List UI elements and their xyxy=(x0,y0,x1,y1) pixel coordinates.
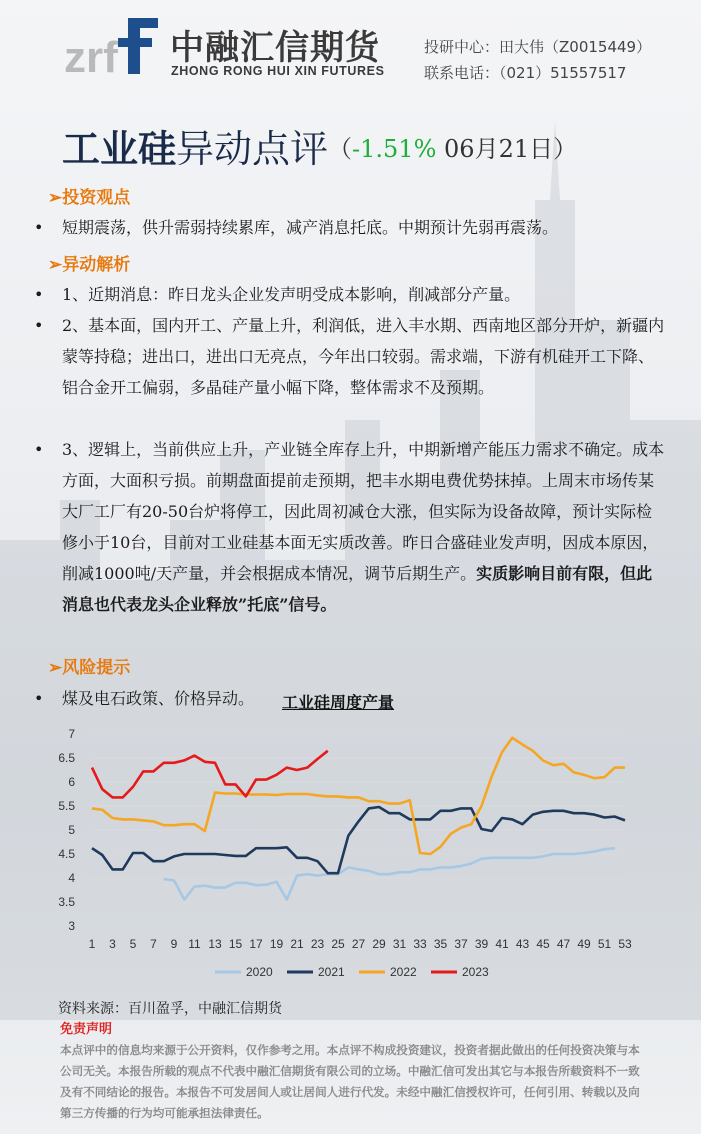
disclaimer-title: 免责声明 xyxy=(60,1022,113,1037)
analysis-text-3-bold: 实质影响目前有限，但此消息也代表龙头企业释放”托底”信号。 xyxy=(62,564,653,614)
x-tick-label: 41 xyxy=(495,937,509,951)
x-tick-label: 5 xyxy=(129,937,137,951)
x-tick-label: 47 xyxy=(556,937,571,951)
x-tick-label: 25 xyxy=(331,937,345,951)
y-tick-label: 4 xyxy=(68,871,75,885)
weekly-output-chart xyxy=(50,716,650,986)
section-risk: ➢风险提示 xyxy=(48,658,131,678)
x-tick-label: 29 xyxy=(372,937,386,951)
y-tick-label: 6.5 xyxy=(58,751,75,765)
company-logo-icon xyxy=(62,14,162,78)
view-text: 短期震荡，供升需弱持续累库，减产消息托底。中期预计先弱再震荡。 xyxy=(62,218,559,237)
analysis-text-1: 1、近期消息：昨日龙头企业发声明受成本影响，削减部分产量。 xyxy=(62,285,521,304)
y-tick-label: 4.5 xyxy=(58,847,75,861)
title-label: 异动点评 xyxy=(176,127,329,171)
svg-text:zrf: zrf xyxy=(64,33,118,78)
title-open-paren: （ xyxy=(328,135,353,163)
series-line-2021 xyxy=(92,807,625,873)
title-product: 工业硅 xyxy=(62,127,177,171)
x-tick-label: 11 xyxy=(188,937,201,951)
y-tick-label: 6 xyxy=(68,775,75,789)
x-tick-label: 35 xyxy=(433,937,448,951)
x-tick-label: 13 xyxy=(208,937,222,951)
x-tick-label: 1 xyxy=(88,937,96,951)
x-tick-label: 43 xyxy=(515,937,530,951)
x-tick-label: 31 xyxy=(392,937,407,951)
x-tick-label: 39 xyxy=(474,937,489,951)
x-tick-label: 21 xyxy=(290,937,304,951)
title-date: 06月21日 xyxy=(444,135,554,163)
legend-label-2023: 2023 xyxy=(462,965,489,979)
company-name-en: ZHONG RONG HUI XIN FUTURES xyxy=(171,64,385,78)
analysis-text-2: 2、基本面，国内开工、产量上升，利润低，进入丰水期、西南地区部分开炉，新疆内蒙等持稳；进出口，进出口无亮点，今年出口较弱。需求端，下游有机硅开工下降、铝合金开工偏弱，多晶硅产量小幅下降，整体需求不及预期。 xyxy=(62,316,665,397)
series-line-2022 xyxy=(92,738,625,854)
y-tick-label: 5.5 xyxy=(58,799,75,813)
analysis-bullet-1: • 1、近期消息：昨日龙头企业发声明受成本影响，削减部分产量。 xyxy=(34,285,521,304)
analysis-bullet-3: • 3、逻辑上，当前供应上升，产业链全库存上升，中期新增产能压力需求不确定。成本方面，大面积亏损。前期盘面提前走预期，把丰水期电费优势抹掉。上周末市场传某大厂工厂有20-50台炉将停工，因此周初减仓大涨，但实际为设备故障，预计实际检修小于10台，目前对工业硅基本面无实质改善。昨日合盛硅业发声明，因成本原因，削减1000吨/天产量，并会根据成本情况，调节后期生产。实质影响目前有限，但此消息也代表龙头企业释放”托底”信号。 xyxy=(34,440,665,614)
x-tick-label: 3 xyxy=(109,937,116,951)
y-tick-label: 7 xyxy=(68,727,75,741)
risk-text: 煤及电石政策、价格异动。 xyxy=(62,689,255,708)
analyst-line: 投研中心：田大伟（Z0015449） xyxy=(424,38,652,56)
legend-label-2020: 2020 xyxy=(246,965,273,979)
y-tick-label: 3 xyxy=(68,919,75,933)
x-tick-label: 7 xyxy=(150,937,157,951)
disclaimer-text: 本点评中的信息均来源于公开资料，仅作参考之用。本点评不构成投资建议，投资者据此做出的任何投资决策与本公司无关。本报告所载的观点不代表中融汇信期货有限公司的立场。中融汇信可发出其它与本报告所载资料不一致及有不同结论的报告。本报告不可发居间人或让居间人进行代发。未经中融汇信授权许可，任何引用、转载以及向第三方传播的行为均可能承担法律责任。 xyxy=(60,1043,640,1120)
view-bullet xyxy=(34,212,668,243)
data-source: 资料来源：百川盈孚，中融汇信期货 xyxy=(58,1001,282,1017)
phone-line: 联系电话：（021）51557517 xyxy=(424,64,627,82)
x-tick-label: 53 xyxy=(618,937,632,951)
chart-title: 工业硅周度产量 xyxy=(282,693,395,712)
x-tick-label: 27 xyxy=(351,937,366,951)
legend-label-2021: 2021 xyxy=(318,965,345,979)
x-tick-label: 23 xyxy=(310,937,325,951)
contact-info xyxy=(424,34,651,86)
title-close-paren: ） xyxy=(553,135,578,163)
x-tick-label: 45 xyxy=(536,937,550,951)
bullet-dot: • xyxy=(34,218,44,237)
analysis-bullet-2: • 2、基本面，国内开工、产量上升，利润低，进入丰水期、西南地区部分开炉，新疆内蒙等持稳；进出口，进出口无亮点，今年出口较弱。需求端，下游有机硅开工下降、铝合金开工偏弱，多晶硅产量小幅下降，整体需求不及预期。 xyxy=(34,316,665,397)
y-tick-label: 5 xyxy=(68,823,75,837)
report-header xyxy=(0,0,701,105)
analysis-text-3: 3、逻辑上，当前供应上升，产业链全库存上升，中期新增产能压力需求不确定。成本方面，大面积亏损。前期盘面提前走预期，把丰水期电费优势抹掉。上周末市场传某大厂工厂有20-50台炉将停工，因此周初减仓大涨，但实际为设备故障，预计实际检修小于10台，目前对工业硅基本面无实质改善。昨日合盛硅业发声明，因成本原因，削减1000吨/天产量，并会根据成本情况，调节后期生产。 xyxy=(62,440,665,583)
x-tick-label: 37 xyxy=(454,937,468,951)
x-tick-label: 19 xyxy=(269,937,284,951)
legend-label-2022: 2022 xyxy=(390,965,417,979)
x-tick-label: 49 xyxy=(577,937,591,951)
section-analysis: ➢异动解析 xyxy=(48,255,131,275)
x-tick-label: 17 xyxy=(249,937,263,951)
risk-bullet: • 煤及电石政策、价格异动。 xyxy=(34,689,255,708)
x-tick-label: 9 xyxy=(170,937,178,951)
x-tick-label: 51 xyxy=(597,937,612,951)
title-change-percent: -1.51% xyxy=(352,135,437,163)
report-title xyxy=(62,118,578,171)
section-investment-view: ➢投资观点 xyxy=(48,188,131,208)
company-name-cn: 中融汇信期货 xyxy=(170,28,380,68)
x-tick-label: 33 xyxy=(413,937,427,951)
x-tick-label: 15 xyxy=(228,937,243,951)
y-tick-label: 3.5 xyxy=(58,895,75,909)
